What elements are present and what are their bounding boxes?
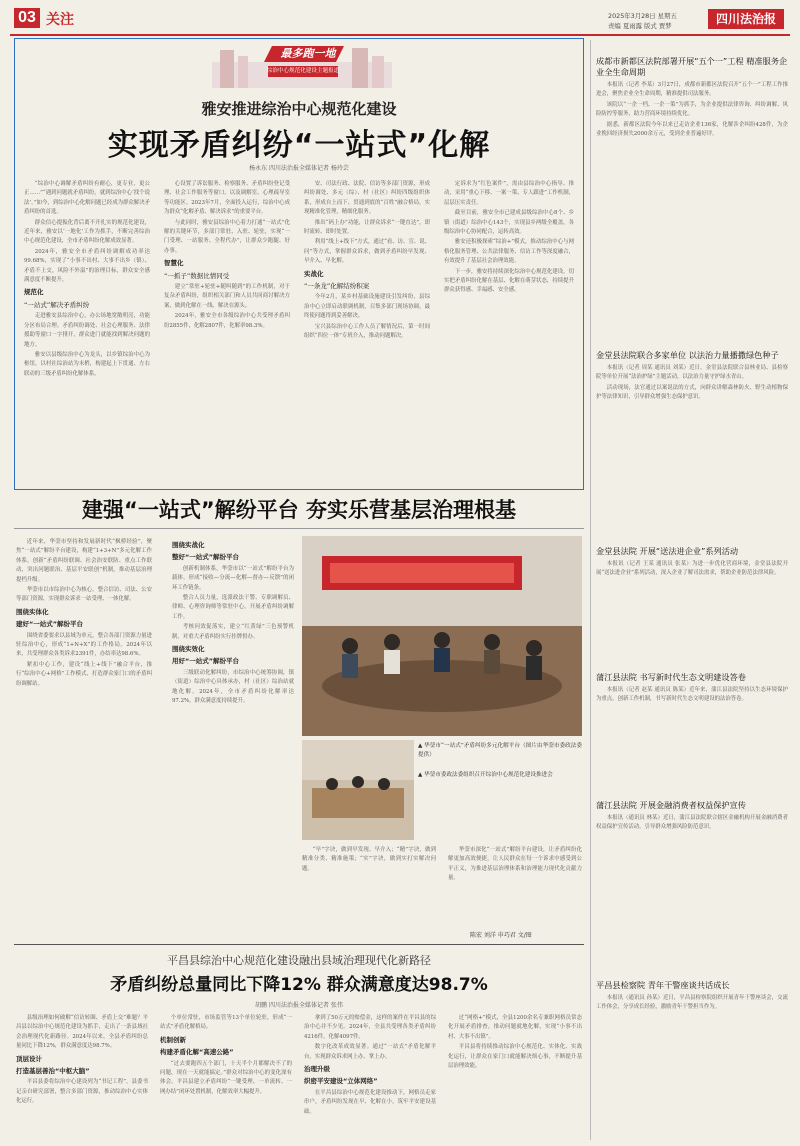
lead-col-4: 定诉求为“红色案件”，需由县综治中心指导、推动，采用“重心下移、一案一策、专人跟进”工作机制，层层压实责任。 截至目前，雅安全市已建成县级综治中心8个、乡镇（街道）综治中心143个，实现县乡两级全覆盖，各级综治中心协同配合，运转高效。 雅安还积极探索“综治+”模式，推动综治中心与网格化服务管理、公共法律服务、信访工作等深度融合，有效提升了基层社会治理效能。 下一步，雅安将持续深化综治中心规范化建设，切实把矛盾纠纷化解在基层、化解在萌芽状态，持续提升群众获得感、幸福感、安全感。 <box>444 181 574 294</box>
bottom-col-1: 县级治理如何破解“信访转圈、矛盾上交”难题？平昌县以综治中心规范化建设为抓手，走出了一条县域社会治理现代化新路径。2024年以来，全县矛盾纠纷总量同比下降12%，群众满意度达98.7%。 顶层设计 打造基层善治“中枢大脑” 平昌县委将综治中心建设列为“书记工程”，县委书记亲自研究部署，整合多部门资源，推动综治中心实体化运行。 <box>16 1015 148 1105</box>
bottom-kicker: 平昌县综治中心规范化建设融出县域治理现代化新路径 <box>167 954 431 967</box>
main-subhead-1: 围绕实体化 <box>16 607 49 616</box>
date-line: 2025年3月28日 星期五 <box>608 12 677 20</box>
lead-kicker: 雅安推进综治中心规范化建设 <box>201 100 397 118</box>
banner-subtitle: 综治中心规范化建设主题报道 <box>266 68 340 74</box>
sidebar-title-4: 蒲江县法院 书写新时代生态文明建设答卷 <box>596 672 746 682</box>
main-col-1: 近年来，华蓥市坚持和发展新时代“枫桥经验”，聚焦“一站式”解纷平台建设，构建“1+3+N”多元化解工作体系，创新“矛盾纠纷联调、社会治安联防、重点工作联动、突出问题联治、基层平安联创”机制，推动基层治理提档升级。 华蓥市以市综治中心为核心，整合信访、司法、公安等部门资源，实现群众诉求一站受理、一体化解。 围绕实体化 建好“一站式”解纷平台 围绕省委要求以县域为单元，整合各部门资源力量进驻综治中心，形成“1+N+X”的工作格局。2024年以来，共受理群众各类诉求2391件，办结率达98.6%。 紧扣中心工作，建设“线上+线下”融合平台，推行“综治中心+网格”工作模式，打造群众家门口的矛盾纠纷调解站。 <box>16 539 152 687</box>
sidebar-title-5: 蒲江县法院 开展金融消费者权益保护宣传 <box>596 800 746 810</box>
sidebar-item-4 <box>596 672 788 796</box>
sidebar-body-6: 本报讯（通讯员 孙某）近日，平昌县检察院组织开展青年干警座谈会，交流工作体会，分享成长经验，激励青年干警担当作为。 <box>596 995 788 1011</box>
lead-title: 实现矛盾纠纷“一站式”化解 <box>107 128 491 163</box>
sidebar-title-1: 成都市新都区法院部署开展“五个一”工程 精准服务企业全生命周期 <box>596 56 788 77</box>
photo-captions <box>418 742 582 842</box>
header-rule <box>10 34 790 36</box>
bottom-col-4: 过“网格+”模式，全县1200余名专兼职网格员常态化开展矛盾排查，推动问题就地化解，实现“小事不出村、大事不出镇”。 平昌县将持续推动综治中心规范化、实体化、实战化运行，让群众在家门口就能解决烦心事，不断提升基层治理效能。 <box>448 1015 582 1070</box>
main-subhead-1b: 建好“一站式”解纷平台 <box>16 620 84 629</box>
sidebar-body-4: 本报讯（记者 赵某 通讯员 陈某）近年来，蒲江县法院坚持以生态环境保护为重点，创新工作机制，书写新时代生态文明建设的法治答卷。 <box>596 687 788 703</box>
bottom-subhead-3b: 织密平安建设“立体网络” <box>304 1077 378 1086</box>
photo-caption-1: ▲ 华蓥市“一站式”矛盾纠纷多元化解平台（图片由华蓥市委政法委提供） <box>418 743 582 759</box>
lead-subhead-3b: “一条龙”化解结纷积案 <box>304 282 370 291</box>
sidebar-item-2 <box>596 350 788 522</box>
banner-graphic <box>212 42 392 88</box>
masthead-logo: 四川法治报 <box>708 9 784 29</box>
main-col-3: “早”字诀，做到早发现、早介入；“精”字诀，做到精准分类、精准施策；“实”字诀，做到实打实解决问题。 华蓥市深化“一站式”解纷平台建设，让矛盾纠纷化解更加高效便捷，让人民群众在每一个诉求中感受到公平正义，为推进基层治理体系和治理能力现代化贡献力量。 <box>302 847 582 882</box>
sidebar-item-6 <box>596 980 788 1124</box>
sidebar-item-3 <box>596 546 788 664</box>
bottom-title: 矛盾纠纷总量同比下降12% 群众满意度达98.7% <box>110 975 488 995</box>
lead-byline: 杨永东 四川法治报全媒体记者 杨玲芸 <box>249 165 349 172</box>
banner-title: 最多跑一地 <box>280 47 336 60</box>
main-col-2: 围绕实战化 整好“一站式”解纷平台 创新机制体系，华蓥市以“一站式”解纷平台为载体，形成“接收—分流—化解—督办—反馈”的闭环工作链条。 整合人员力量，选派政法干警、专职调解员、律师、心理咨询师等常驻中心，开展矛盾纠纷调解工作。 考核问效促落实，建立“红黄绿”三色预警机制，对重大矛盾纠纷实行挂牌督办。 围绕实效化 用好“一站式”解纷平台 三级联动化解纠纷，市综治中心统筹协调，镇（街道）综治中心具体承办，村（社区）综治站就地化解。2024年，全市矛盾纠纷化解率达97.2%，群众满意度持续提升。 <box>172 541 294 705</box>
main-subhead-3b: 用好“一站式”解纷平台 <box>172 657 240 666</box>
main-photo <box>302 536 582 736</box>
sidebar-body-2: 本报讯（记者 周某 通讯员 刘某）近日，金堂县法院联合县林业局、县检察院等单位开展“法治护绿”主题活动，以法治力量守护绿水青山。 活动现场，法官通过以案说法的方式，向群众讲解森林防火、野生动植物保护等法律知识，引导群众增强生态保护意识。 <box>596 365 788 401</box>
bottom-byline: 胡鹏 四川法治报全媒体记者 张伟 <box>255 1002 343 1009</box>
sidebar-title-6: 平昌县检察院 青年干警座谈共话成长 <box>596 980 730 990</box>
section-badge: 03 <box>14 8 40 28</box>
lead-col-2: 心设置了诉讼服务、检察服务、矛盾纠纷登记受理、社会工作服务等窗口，以及调解室、心理疏导室等功能区。2023年7月，全面投入运行，综治中心成为群众“化解矛盾、解决诉求”的重要平台。 与此同时，雅安县综治中心着力打通“一站式”化解的关键环节，多部门常驻、入驻、轮驻，实现“一门受理、一站服务、全程代办”，让群众少跑腿、好办事。 智慧化 “一抓子”数据比情同受 建立“常驻+轮驻+随叫随到”的工作机制，对于复杂矛盾纠纷，组织相关部门和人员共同商讨解决方案，做到化解在一线、解决在源头。 2024年，雅安全市各级综治中心共受理矛盾纠纷2855件，化解2807件，化解率98.3%。 <box>164 181 290 329</box>
lead-subhead-3: 实战化 <box>304 269 324 278</box>
sidebar-body-1: 本报讯（记者 李某）3月27日，成都市新都区法院召开“五个一”工程工作推进会，聚焦企业全生命周期，精准提供司法服务。 该院以“一企一档、一企一策”为抓手，为企业提供法律咨询、纠纷调解、风险防控等服务，助力营商环境持续优化。 据悉，新都区法院今年以来已走访企业136家，化解涉企纠纷428件，为企业挽回经济损失2000余万元，受到企业普遍好评。 <box>596 82 788 138</box>
lead-subhead-1b: “一站式”解决矛盾纠纷 <box>24 300 90 309</box>
lead-col-3: 安、司法行政、法院、信访等多部门资源，形成纠纷调处、多元（综）、村（社区）纠纷四级组织体系，形成自上而下、贯通到底的“百姓”融合格局，实现精准化管理，精细化服务。 推出“码上办”功能，让群众诉求“一键直达”，即时流转、即时处置。 利用“线上+线下”方式，通过“看、访、宣、说、问”等方式，掌握群众诉求，做到矛盾纠纷早发现、早介入、早化解。 实战化 “一条龙”化解结纷积案 今年2月，某乡村基础设施建设引发纠纷，县综治中心立即启动联调机制，召集多部门现场协调，最终使问题得到妥善解决。 宝兴县综治中心工作人员了解情况后，第一时间组织“四位一体”专班介入，推动问题解决。 <box>304 181 430 340</box>
lead-subhead-1: 规范化 <box>24 288 44 297</box>
bottom-subhead-3: 治理升级 <box>304 1065 330 1074</box>
lead-subhead-2: 智慧化 <box>164 259 184 268</box>
lead-col-1: “综治中心调解矛盾纠纷有耐心，更专业，更公正……”“遇到问题就矛盾纠纷，就到综治中心‘找个说法’。”如今，到综治中心化解问题已经成为群众解决矛盾纠纷的首选。 群众信心提振化背后离不开扎实的规范化建设，近年来，雅安以‘一地化’工作为抓手，不断完善综治中心规范化建设，全市矛盾纠纷化解成效显著。 2024年，雅安全市矛盾纠纷调解成功率达99.68%，实现了“小事不出村、大事不出乡（镇）、矛盾不上交，风险不外溢”的治理目标，群众安全感满意度不断提升。 规范化 “一站式”解决矛盾纠纷 走进雅安县综治中心，办公场地宽敞明亮，功能分区布局合理。矛盾纠纷调处、社会心理服务、法律援助等窗口一字排开，群众进门就能找到解决问题的地方。 雅安以县级综治中心为龙头，以乡镇综治中心为枢纽，以村社综治站为末梢，构建起上下贯通、左右联动的三级矛盾纠纷化解体系。 <box>24 181 150 377</box>
sidebar-divider <box>590 40 591 1140</box>
bottom-subhead-1b: 打造基层善治“中枢大脑” <box>16 1067 90 1076</box>
main-subhead-2: 围绕实战化 <box>172 541 205 549</box>
lead-subhead-2b: “一抓子”数据比情同受 <box>164 271 230 280</box>
section-name: 关注 <box>46 12 74 28</box>
bottom-col-2: 个单位常驻，市场监管等13个单位轮驻，形成“一站式”矛盾化解格局。 机制创新 构建矛盾化解“高速公路” “过去要跑四五个部门，十天半个月都解决不了的问题，现在一天就能搞定。”群众对综治中心的变化深有体会。平昌县建立矛盾纠纷“一键受理、一单流转、一网办结”闭环处置机制，化解效率大幅提升。 <box>160 1015 292 1095</box>
bottom-subhead-1: 顶层设计 <box>16 1054 42 1063</box>
sidebar-item-1 <box>596 56 788 326</box>
bottom-col-3: 拿到了50万元的赔偿金，这样的案件在平昌县的综治中心并不少见。2024年，全县共受理各类矛盾纠纷4216件，化解4097件。 数字化改革成效显著。通过“一站式”矛盾化解平台，实现群众诉求网上办、掌上办。 治理升级 织密平安建设“立体网络” 在平昌县综治中心规范化建设推动下，网格员走家串户，矛盾纠纷发现在早、化解在小，筑牢平安建设基础。 <box>304 1015 436 1115</box>
bottom-subhead-2b: 构建矛盾化解“高速公路” <box>160 1048 234 1057</box>
bottom-subhead-2: 机制创新 <box>160 1035 186 1044</box>
main-byline: 陈宏 刘洋 申巧君 文/图 <box>470 932 532 939</box>
sidebar-title-3: 金堂县法院 开展“送法进企业”系列活动 <box>596 546 739 556</box>
photo-caption-2: ▲ 华蓥市委政法委组织召开综治中心规范化建设推进会 <box>418 771 553 778</box>
main-photo-2 <box>302 740 414 840</box>
main-title-rule <box>14 528 584 529</box>
main-subhead-3: 围绕实效化 <box>172 645 205 654</box>
main-subhead-2b: 整好“一站式”解纷平台 <box>172 553 240 562</box>
sidebar-item-5 <box>596 800 788 964</box>
sidebar-body-3: 本报讯（记者 王某 通讯员 张某）为进一步优化营商环境，金堂县法院开展“送法进企业”系列活动，深入企业了解司法需求，帮助企业防范法律风险。 <box>596 561 788 577</box>
sidebar-body-5: 本报讯（通讯员 林某）近日，蒲江县法院联合辖区金融机构开展金融消费者权益保护宣传活动，引导群众增强风险防范意识。 <box>596 815 788 831</box>
main-title: 建强“一站式”解纷平台 夯实乐营基层治理根基 <box>82 498 516 522</box>
sidebar-title-2: 金堂县法院联合多家单位 以法治力量播撒绿色种子 <box>596 350 779 360</box>
editor-line: 责编 夏雨露 版式 贾梦 <box>608 22 672 30</box>
bottom-top-rule <box>14 944 584 945</box>
